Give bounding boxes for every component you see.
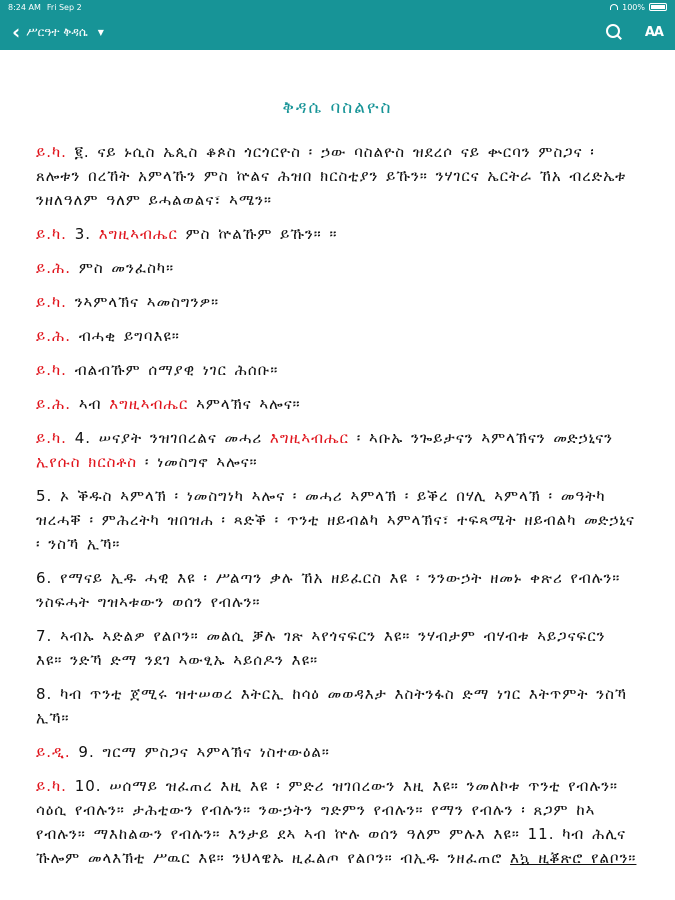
- battery-icon: [649, 3, 667, 11]
- text-segment: ፡ ነመስግኖ ኣሎና።: [137, 453, 258, 471]
- red-text-segment: ይ.ካ.: [36, 143, 67, 161]
- red-text-segment: እግዚኣብሔር: [269, 429, 349, 447]
- red-text-segment: ይ.ካ.: [36, 429, 67, 447]
- text-segment: ፡ ኣቡኡ ንጐይታናን ኣምላኽናን መድኃኒናን: [348, 429, 613, 447]
- text-segment: 7. ኣብኡ ኣድልዎ የልቦን። መልሲ ቓሉ ገጽ ኣየጎናፍርን እዩ። ንሃብታም ብሃብቱ ኣይጋናፍርን እዩ። ንድኻ ድማ ንደገ ኣውፂኡ ኣይሰዶን እዩ።: [36, 627, 606, 669]
- text-segment: ንኣምላኽና ኣመስግንዎ።: [66, 293, 220, 311]
- red-text-segment: ይ.ካ.: [36, 225, 67, 243]
- text-segment: 3.: [66, 225, 99, 243]
- text-segment: 9. ግርማ ምስጋና ኣምላኽና ነስተውዕል።: [70, 743, 330, 761]
- document-content: [0, 50, 675, 900]
- paragraph: [36, 140, 639, 212]
- paragraph: [36, 290, 639, 314]
- red-text-segment: ኢየሱስ ክርስቶስ: [36, 453, 138, 471]
- red-text-segment: ይ.ካ.: [36, 777, 67, 795]
- text-segment: ኣምላኽና ኣሎና።: [188, 395, 301, 413]
- red-text-segment: እግዚኣብሔር: [109, 395, 189, 413]
- nav-title: ሥርዓተ ቅዳሴ: [26, 24, 88, 39]
- paragraph: [36, 624, 639, 672]
- paragraph: [36, 566, 639, 614]
- red-text-segment: ይ.ካ.: [36, 361, 67, 379]
- navigation-bar: [0, 14, 675, 50]
- paragraph-list: [36, 140, 639, 870]
- text-segment: ፪. ናይ ኑሲስ ኤጲስ ቆጶስ ጎርጎርዮስ ፡ ኃው ባስልዮስ ዝደረሶ ናይ ቍርባን ምስጋና ፡ ጸሎቱን በረኸት አምላኹን ምስ ኵልና ሕዝበ ክርስቲያን ይኹን። ንሃገርና ኤርትራ ኸአ ብረድኤቱ ንዘለዓለም ዓለም ይሓልወልና፣ ኣሜን።: [36, 143, 627, 209]
- textsize-icon[interactable]: AA: [644, 24, 663, 40]
- search-icon[interactable]: [605, 23, 623, 41]
- text-segment: ብሓቂ ይግባእዩ።: [71, 327, 180, 345]
- text-segment: 6. የማናይ ኢዱ ሓዊ እዩ ፡ ሥልጣን ቃሉ ኸአ ዘይፈርስ እዩ ፡ ንንውኃት ዘመኑ ቀጽሪ የብሉን። ንስፍሓት ግዝኣቱውን ወሰን የብሉን።: [36, 569, 621, 611]
- red-text-segment: ይ.ካ.: [36, 293, 67, 311]
- text-segment: 5. ኦ ቕዱስ ኣምላኽ ፡ ነመስግነካ ኣሎና ፡ መሓሪ ኣምላኽ ፡ ይቕረ በሃሊ ኣምላኽ ፡ መዓትካ ዝረሓቐ ፡ ምሕረትካ ዝበዝሐ ፡ ጻድቕ ፡ ጥንቲ ዘይብልካ ኣምላኽና፣ ተፍጻሜት ዘይብልካ መድኃኒና ፡ ንስኻ ኢኻ።: [36, 487, 635, 553]
- paragraph: [36, 222, 639, 246]
- red-text-segment: ይ.ዲ.: [36, 743, 71, 761]
- paragraph: [36, 256, 639, 280]
- red-text-segment: እግዚኣብሔር: [98, 225, 178, 243]
- paragraph: [36, 682, 639, 730]
- text-segment: 8. ካብ ጥንቲ ጀሚሩ ዝተሠወረ እትርኢ ከሳዕ መወዳእታ እስትንፋስ ድማ ነገር እትጥምት ንስኻ ኢኻ።: [36, 685, 628, 727]
- status-date: Fri Sep 2: [46, 2, 82, 12]
- text-segment: 4. ሠናያት ንዝገበረልና መሓሪ: [66, 429, 270, 447]
- paragraph: [36, 324, 639, 348]
- text-segment: ኣብ: [71, 395, 110, 413]
- red-text-segment: ይ.ሕ.: [36, 395, 72, 413]
- page-title: ቅዳሴ ባስልዮስ: [282, 98, 393, 118]
- chevron-down-icon: ▼: [97, 27, 104, 37]
- paragraph: [36, 774, 639, 870]
- paragraph: [36, 358, 639, 382]
- battery-percent: 100%: [622, 2, 645, 12]
- text-segment: ምስ መንፈስካ።: [71, 259, 175, 277]
- text-segment: ብልብኹም ሰማያዊ ነገር ሕሰቡ።: [66, 361, 279, 379]
- status-bar: [0, 0, 675, 14]
- text-segment: ምስ ኵልኹም ይኹን። ።: [177, 225, 338, 243]
- text-segment: 10. ሠሰማይ ዝፈጠረ እዚ እዩ ፡ ምድሪ ዝገበረውን እዚ እዩ። ንመለኮቱ ጥንቲ የብሉን። ሳዕሲ የብሉን። ታሕቲውን የብሉን። ንውኃትን ግድምን የብሉን። የማን የብሉን ፡ ጸጋም ከኣ የብሉን። ማእከልውን የብሉን። እንታይ ደኣ ኣብ ኵሉ ወሰን ዓለም ምሉእ እዩ። 11. ካብ ሕሊና ኹሎም መላእኽቲ ሥዉር እዩ። ንህላዌኡ ዚፈልጦ የልቦን። ብኢዱ ንዘፈጠሮ: [36, 777, 626, 867]
- paragraph: [36, 484, 639, 556]
- text-segment: እኳ ዚቖጽሮ የልቦን።: [510, 849, 637, 867]
- status-time: 8:24 AM: [8, 2, 41, 12]
- paragraph: [36, 392, 639, 416]
- chevron-left-icon: ‹: [12, 20, 21, 44]
- paragraph: [36, 426, 639, 474]
- red-text-segment: ይ.ሕ.: [36, 259, 72, 277]
- red-text-segment: ይ.ሕ.: [36, 327, 72, 345]
- back-button[interactable]: [12, 22, 104, 42]
- wifi-icon: [610, 4, 618, 10]
- paragraph: [36, 740, 639, 764]
